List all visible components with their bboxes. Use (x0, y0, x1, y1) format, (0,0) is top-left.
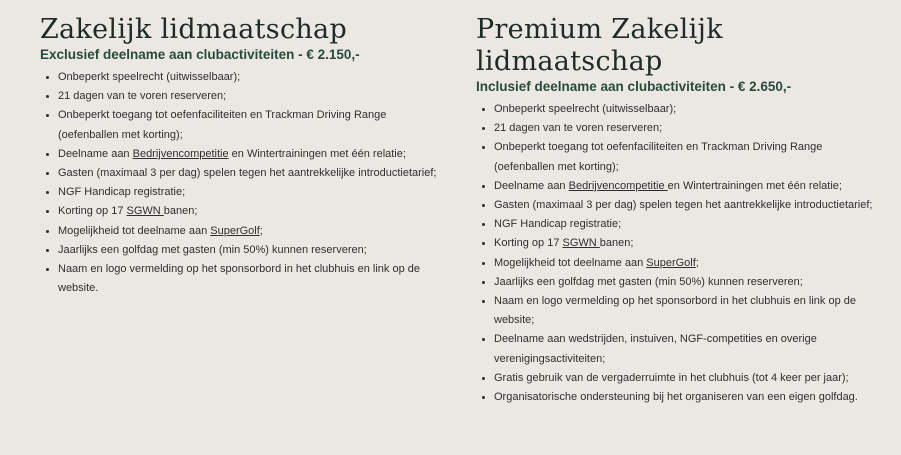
basic-title: Zakelijk lidmaatschap (40, 14, 348, 45)
premium-benefit-supergolf-post: ; (695, 256, 699, 269)
premium-benefit-club-activities: • Deelname aan wedstrijden, instuiven, NGF-competities en overige verenigingsactiviteiten; (494, 330, 876, 368)
premium-benefit-supergolf (494, 254, 876, 273)
basic-subtitle-text: Exclusief deelname aan clubactiviteiten (40, 47, 295, 62)
premium-benefit-competition-pre: Deelname aan (494, 179, 569, 192)
premium-bedrijvencompetitie-link[interactable]: Bedrijvencompetitie (568, 179, 668, 192)
premium-benefit-discount (494, 234, 876, 253)
basic-benefit-golfday: • Jaarlijks een golfdag met gasten (min 50%) kunnen reserveren; (58, 241, 440, 260)
premium-benefit-discount-post: banen; (599, 237, 634, 250)
premium-benefit-guests: • Gasten (maximaal 3 per dag) spelen tegen het aantrekkelijke introductietarief; (494, 196, 876, 215)
premium-benefit-handicap: • NGF Handicap registratie; (494, 215, 876, 234)
premium-benefit-meeting-room: • Gratis gebruik van de vergaderruimte in het clubhuis (tot 4 keer per jaar); (494, 369, 876, 388)
premium-benefit-competition (494, 177, 876, 196)
premium-benefit-organisation: • Organisatorische ondersteuning bij het organiseren van een eigen golfdag. (494, 388, 876, 407)
premium-benefit-sponsorboard: • Naam en logo vermelding op het sponsorbord in het clubhuis en link op de website; (494, 292, 876, 330)
basic-benefits-list (40, 68, 440, 298)
basic-benefit-competition-post: en Wintertrainingen met één relatie; (228, 147, 406, 160)
premium-sgwn-link[interactable]: SGWN (562, 237, 600, 250)
premium-subtitle (476, 78, 876, 95)
membership-premium (476, 14, 876, 407)
bedrijvencompetitie-link[interactable]: Bedrijvencompetitie (132, 147, 229, 160)
premium-subtitle-text: Inclusief deelname aan clubactiviteiten (476, 79, 726, 94)
membership-basic (40, 14, 440, 298)
supergolf-link[interactable]: SuperGolf (210, 224, 260, 237)
basic-benefit-competition-pre: Deelname aan (58, 147, 133, 160)
basic-benefit-discount-post: banen; (163, 205, 198, 218)
basic-subtitle (40, 46, 440, 63)
premium-benefit-reservation: • 21 dagen van te voren reserveren; (494, 119, 876, 138)
premium-benefit-practice: • Onbeperkt toegang tot oefenfaciliteiten en Trackman Driving Range (oefenballen met korting); (494, 138, 876, 176)
premium-supergolf-link[interactable]: SuperGolf (646, 256, 696, 269)
premium-benefit-discount-pre: Korting op 17 (494, 237, 563, 250)
basic-benefit-discount (58, 202, 440, 221)
basic-benefit-practice: • Onbeperkt toegang tot oefenfaciliteiten en Trackman Driving Range (oefenballen met korting); (58, 106, 440, 144)
basic-benefit-reservation: • 21 dagen van te voren reserveren; (58, 87, 440, 106)
premium-benefit-supergolf-pre: Mogelijkheid tot deelname aan (494, 256, 647, 269)
basic-benefit-supergolf-pre: Mogelijkheid tot deelname aan (58, 224, 211, 237)
basic-benefit-playing-rights: • Onbeperkt speelrecht (uitwisselbaar); (58, 68, 440, 87)
premium-benefits-list (476, 100, 876, 407)
premium-benefit-competition-post: en Wintertrainingen met één relatie; (667, 179, 842, 192)
basic-benefit-handicap: • NGF Handicap registratie; (58, 183, 440, 202)
basic-benefit-discount-pre: Korting op 17 (58, 205, 127, 218)
premium-benefit-playing-rights: • Onbeperkt speelrecht (uitwisselbaar); (494, 100, 876, 119)
basic-benefit-guests: • Gasten (maximaal 3 per dag) spelen tegen het aantrekkelijke introductietarief; (58, 164, 440, 183)
premium-benefit-golfday: • Jaarlijks een golfdag met gasten (min 50%) kunnen reserveren; (494, 273, 876, 292)
basic-benefit-supergolf (58, 222, 440, 241)
basic-benefit-sponsorboard: • Naam en logo vermelding op het sponsorbord in het clubhuis en link op de website. (58, 260, 440, 298)
premium-price: - € 2.650,- (725, 79, 792, 94)
basic-benefit-supergolf-post: ; (259, 224, 263, 237)
sgwn-link[interactable]: SGWN (126, 205, 164, 218)
premium-title: Premium Zakelijk lidmaatschap (476, 14, 723, 77)
basic-benefit-competition (58, 145, 440, 164)
basic-price: - € 2.150,- (294, 47, 360, 62)
